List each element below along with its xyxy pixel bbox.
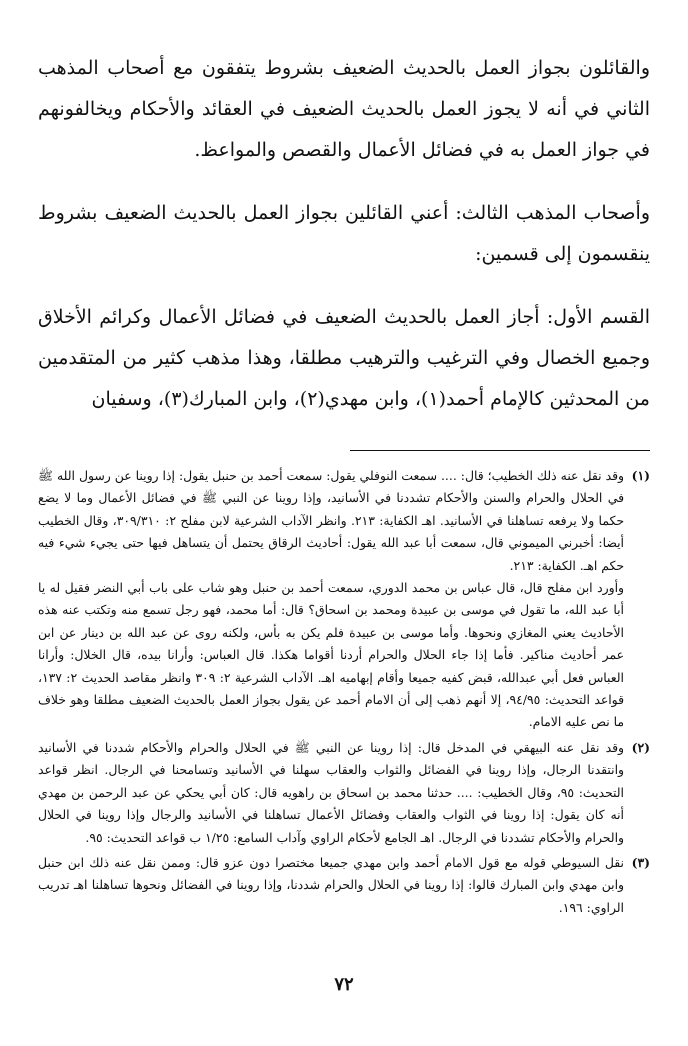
footnote-2 — [38, 737, 650, 849]
footnote-paragraph: نقل السيوطي قوله مع قول الامام أحمد وابن مهدي جميعا مختصرا دون عزو قال: وممن نقل عنه ذلك ابن حنبل وابن مهدي وابن المبارك قالوا: إذا روينا في الحلال والحرام شددنا، وإذا روينا في الفضائل ونحوها تساهلنا اهـ تدريب الراوي: ١٩٦. — [38, 854, 624, 915]
footnote-marker: (٢) — [631, 739, 650, 755]
footnote-marker: (١) — [631, 468, 650, 483]
footnote-paragraph: وقد نقل عنه ذلك الخطيب؛ قال: .... سمعت النوفلي يقول: سمعت أحمد بن حنبل يقول: إذا روينا عن رسول الله ﷺ في الحلال والحرام والسنن والأحكام تشددنا في الأسانيد، وإذا روينا عن النبي ﷺ في فضائل الأعمال وما لا يضع حكما ولا يرفعه تساهلنا في الأسانيد. اهـ الكفاية: ٢١٣. وانظر الآداب الشرعية لابن مفلح ٢: ٣٠٩/٣١٠، وقال الخطيب أيضا: أخبرني الميموني قال، سمعت أبا عبد الله يقول: أحاديث الرقاق يحتمل أن يتساهل فيها حتى يجيء شيء فيه حكم اهـ. الكفاية: ٢١٣. — [38, 468, 624, 573]
paragraph-3: القسم الأول: أجاز العمل بالحديث الضعيف في فضائل الأعمال وكرائم الأخلاق وجميع الخصال وفي الترغيب والترهيب مطلقا، وهذا مذهب كثير من المتقدمين من المحدثين كالإمام أحمد(١)، وابن مهدي(٢)، وابن المبارك(٣)، وسفيان — [38, 306, 650, 410]
footnote-paragraph: وأورد ابن مفلح قال، قال عباس بن محمد الدوري، سمعت أحمد بن حنبل وهو شاب على باب أبي النضر فقيل له يا أبا عبد الله، ما تقول في موسى بن عبيدة ومحمد بن اسحاق؟ قال: أما محمد، فهو رجل تسمع منه وتكتب عنه هذه الأحاديث يعني المغازي ونحوها. وأما موسى بن عبيدة فلم يكن به بأس، ولكنه روى عن عبد الله بن دينار عن ابن عمر أحاديث مناكير. فأما إذا جاء الحلال والحرام أردنا أقواما هكذا. قال العباس: وأرانا بيده، قال الخلال: وأرانا العباس فعل أبي عبدالله، قبض كفيه جميعا وأقام إبهاميه اهـ. الآداب الشرعية ٢: ٣٠٩ وانظر مقاصد الحديث ٢: ١٣٧، قواعد التحديث: ٩٤/٩٥، إلا أنهم ذهب إلى أن الامام أحمد عن يقول بجواز العمل بالحديث الضعيف مطلقا وهو خلاف ما نص عليه الامام. — [38, 580, 624, 730]
footnote-separator — [350, 450, 650, 451]
footnote-1 — [38, 465, 650, 734]
main-text — [38, 48, 650, 420]
footnote-body — [38, 465, 624, 734]
footnote-3 — [38, 852, 650, 919]
paragraph-2: وأصحاب المذهب الثالث: أعني القائلين بجواز العمل بالحديث الضعيف بشروط ينقسمون إلى قسمين: — [38, 202, 650, 265]
footnote-body — [38, 852, 624, 919]
paragraph-1: والقائلون بجواز العمل بالحديث الضعيف بشروط يتفقون مع أصحاب المذهب الثاني في أنه لا يجوز العمل بالحديث الضعيف في العقائد والأحكام ويخالفونهم في جواز العمل به في فضائل الأعمال والقصص والمواعظ. — [38, 57, 650, 161]
footnotes — [38, 465, 650, 919]
page-number: ٧٢ — [334, 974, 354, 995]
footnote-body — [38, 737, 624, 849]
footnote-marker: (٣) — [631, 854, 650, 870]
footnote-paragraph: وقد نقل عنه البيهقي في المدخل قال: إذا روينا عن النبي ﷺ في الحلال والحرام والأحكام شددنا في الأسانيد وانتقدنا الرجال، وإذا روينا في الفضائل والثواب والعقاب سهلنا في الأسانيد وتسامحنا في الرجال. انظر قواعد التحديث: ٩٥، وقال الخطيب: .... حدثنا محمد بن اسحاق بن راهويه قال: كان أبي يحكي عن عبد الرحمن بن مهدي أنه كان يقول: إذا روينا في الثواب والعقاب وفضائل الأعمال تساهلنا في الأسانيد والرجال وإذا روينا في الحلال والحرام والأحكام تشددنا في الرجال. اهـ الجامع لأحكام الراوي وآداب السامع: ١/٢٥ ب قواعد التحديث: ٩٥. — [38, 739, 624, 845]
